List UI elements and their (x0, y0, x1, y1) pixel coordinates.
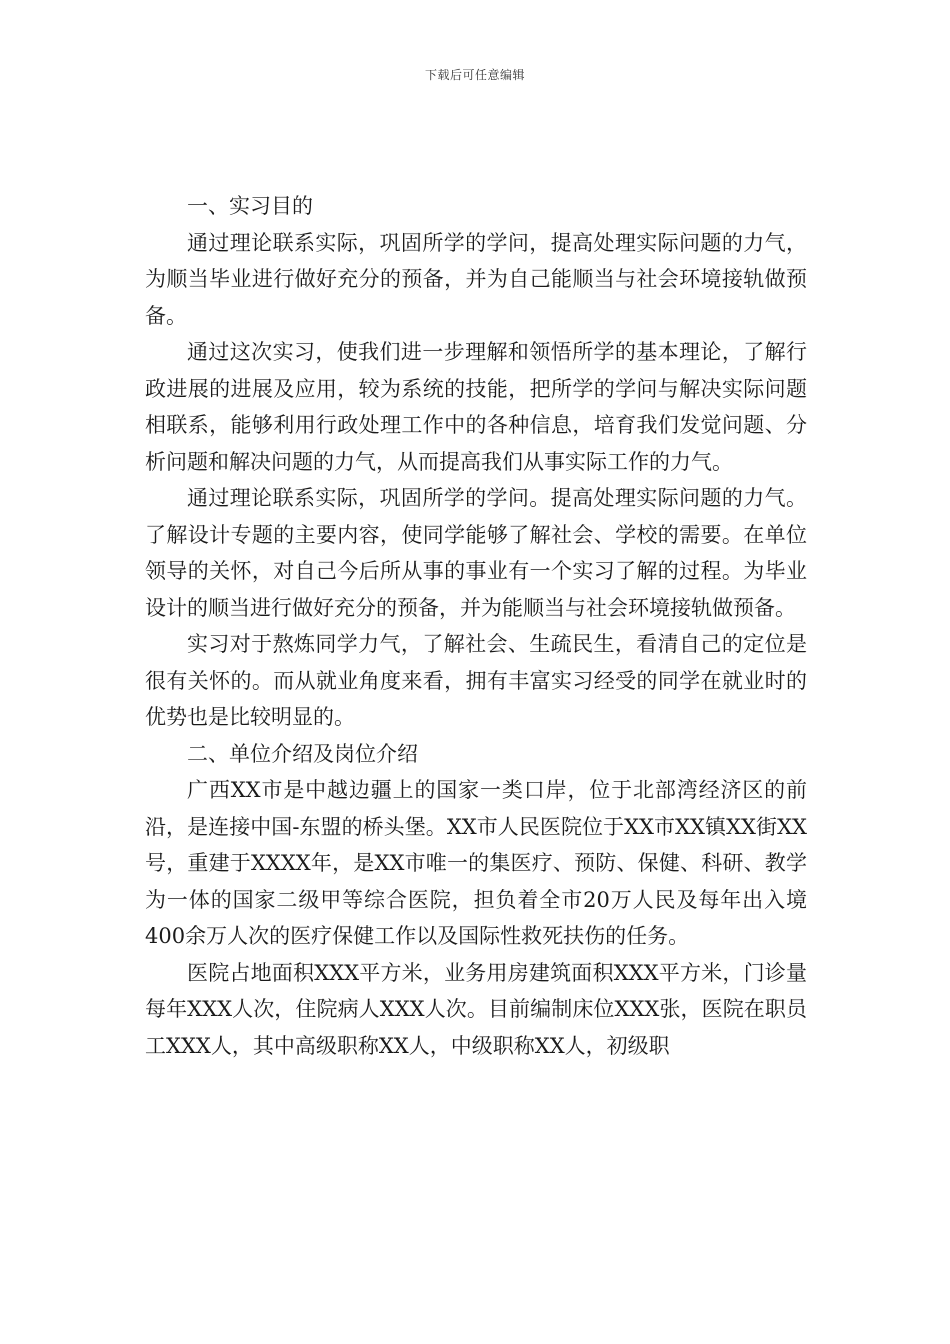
page-header: 下载后可任意编辑 (424, 68, 525, 82)
section-heading-purpose: 一、实习目的 (187, 194, 313, 218)
paragraph: 通过理论联系实际，巩固所学的学问，提高处理实际问题的力气，为顺当毕业进行做好充分的预备，并为自己能顺当与社会环境接轨做预备。 (145, 230, 807, 328)
paragraph: 医院占地面积XXX平方米，业务用房建筑面积XXX平方米，门诊量每年XXX人次，住院病人XXX人次。目前编制床位XXX张，医院在职员工XXX人，其中高级职称XX人，中级职称XX人，初级职 (145, 960, 807, 1058)
section-heading-unit: 二、单位介绍及岗位介绍 (187, 741, 418, 766)
paragraph: 广西XX市是中越边疆上的国家一类口岸，位于北部湾经济区的前沿，是连接中国-东盟的桥头堡。XX市人民医院位于XX市XX镇XX街XX号，重建于XXXX年，是XX市唯一的集医疗、预防、保健、科研、教学为一体的国家二级甲等综合医院，担负着全市20万人民及每年出入境400余万人次的医疗保健工作以及国际性救死扶伤的任务。 (145, 778, 807, 948)
paragraph: 实习对于熬炼同学力气，了解社会、生疏民生，看清自己的定位是很有关怀的。而从就业角度来看，拥有丰富实习经受的同学在就业时的优势也是比较明显的。 (145, 632, 807, 729)
document-body (145, 188, 807, 1064)
paragraph: 通过理论联系实际，巩固所学的学问。提高处理实际问题的力气。了解设计专题的主要内容，使同学能够了解社会、学校的需要。在单位领导的关怀，对自己今后所从事的事业有一个实习了解的过程。为毕业设计的顺当进行做好充分的预备，并为能顺当与社会环境接轨做预备。 (145, 486, 807, 620)
paragraph: 通过这次实习，使我们进一步理解和领悟所学的基本理论，了解行政进展的进展及应用，较为系统的技能，把所学的学问与解决实际问题相联系，能够利用行政处理工作中的各种信息，培育我们发觉问题、分析问题和解决问题的力气，从而提高我们从事实际工作的力气。 (145, 340, 807, 474)
